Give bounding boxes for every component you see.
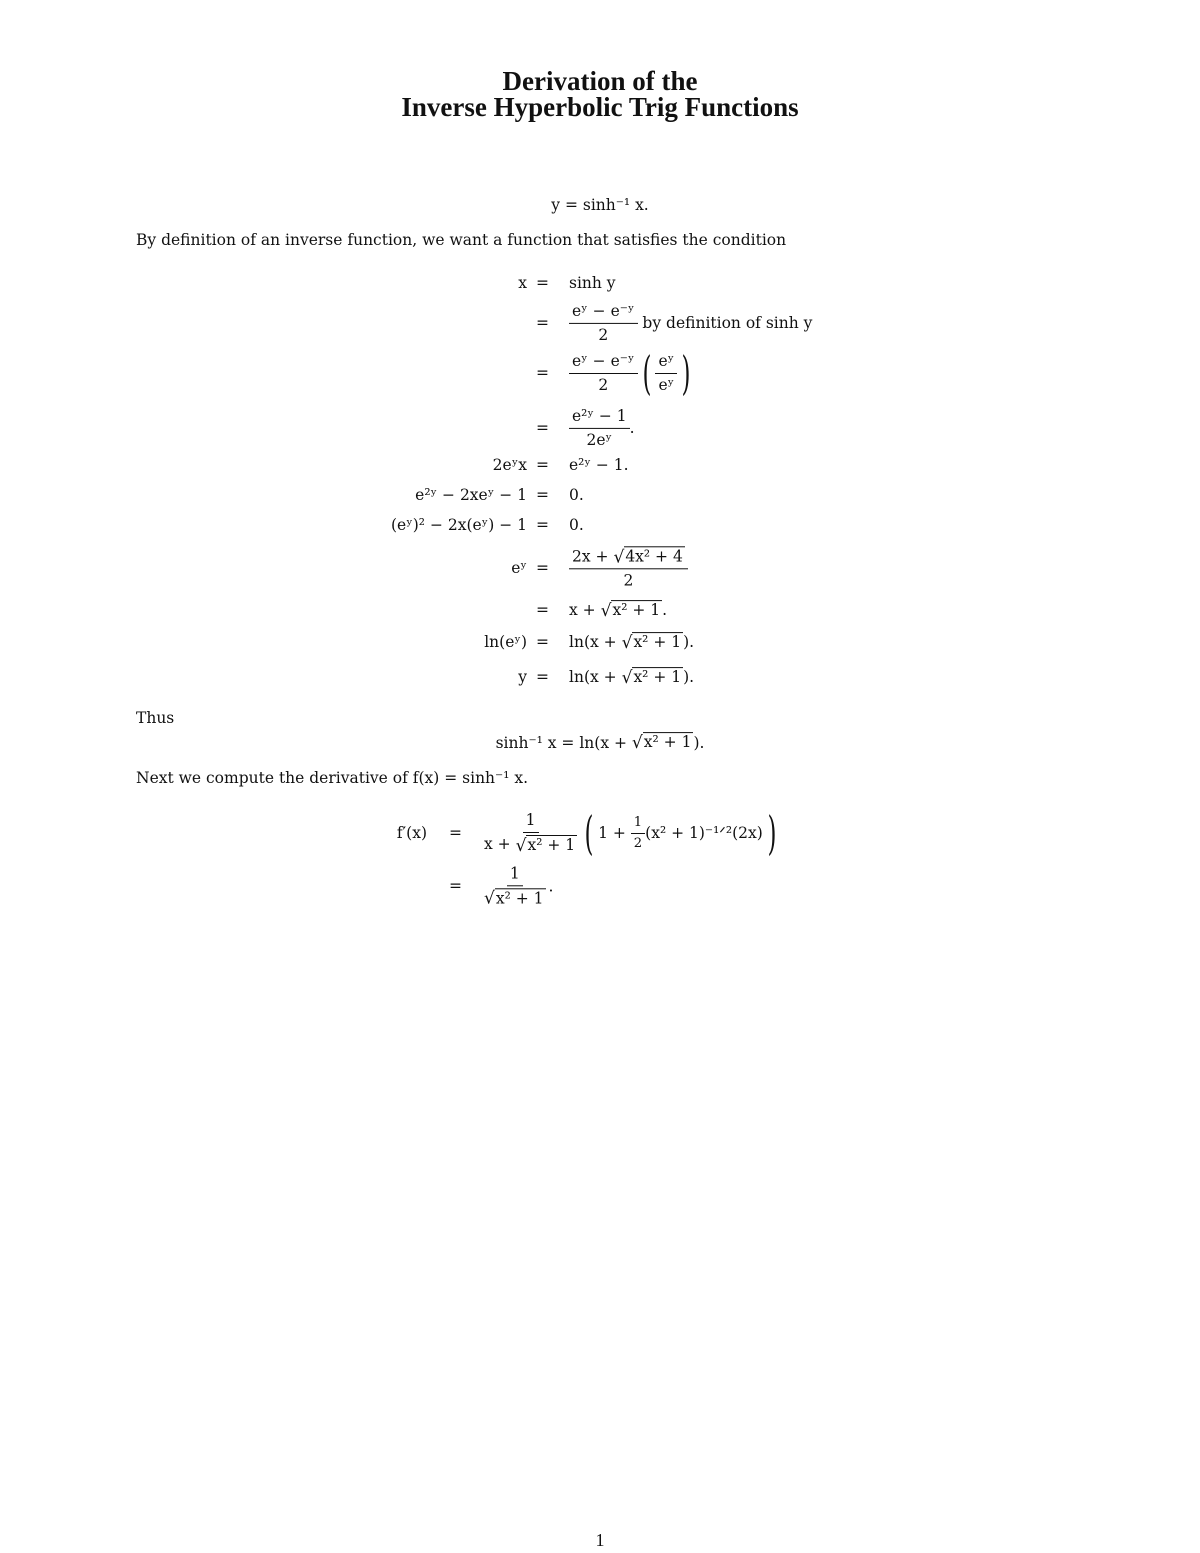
radicand: x² + 1: [633, 668, 682, 687]
lhs: 2eʸx: [492, 456, 527, 474]
page-number: 1: [595, 1530, 605, 1550]
rhs: sinh y: [569, 274, 616, 292]
expr-prefix: ln(x +: [569, 668, 622, 686]
rhs: 0.: [569, 486, 584, 504]
denominator: eʸ: [658, 375, 675, 394]
numerator: [569, 546, 688, 569]
rhs: [481, 864, 553, 907]
fraction: [655, 352, 677, 394]
title-line-1: Derivation of the: [502, 66, 698, 96]
rhs: [569, 667, 694, 687]
denominator: 2: [633, 835, 643, 851]
expr-prefix: ln(x +: [569, 633, 622, 651]
lhs: y: [518, 668, 527, 686]
equals-sign: =: [536, 274, 549, 292]
equals-sign: =: [536, 668, 549, 686]
expr-suffix: ).: [693, 733, 705, 752]
equals-sign: =: [536, 601, 549, 619]
expr-suffix: ).: [683, 633, 695, 651]
rhs: [569, 546, 688, 589]
equals-sign: =: [536, 419, 549, 437]
fraction-half: [631, 815, 645, 852]
expr-suffix: (x² + 1)⁻¹ᐟ²(2x): [645, 824, 763, 842]
fraction: [569, 407, 630, 449]
equation-result: [0, 732, 1200, 752]
equals-sign: =: [536, 516, 549, 534]
equals-sign: =: [536, 364, 549, 382]
equals-sign: =: [536, 486, 549, 504]
square-root: [632, 732, 694, 752]
radical-sign: √: [600, 600, 612, 621]
fraction: [569, 546, 688, 589]
radicand: x² + 1: [527, 835, 576, 854]
radical-sign: √: [484, 888, 495, 909]
paragraph-next: Next we compute the derivative of f(x) = sinh⁻¹ x.: [136, 769, 529, 787]
square-root: [613, 546, 684, 566]
fraction: [481, 811, 580, 854]
radicand: x² + 1: [633, 633, 682, 652]
rhs: [569, 302, 812, 344]
numerator: 1: [631, 815, 645, 834]
left-paren: (: [584, 806, 594, 860]
rhs: 0.: [569, 516, 584, 534]
lhs: e²ʸ − 2xeʸ − 1: [415, 486, 527, 504]
numerator: eʸ − e⁻ʸ: [569, 302, 638, 324]
numerator: eʸ − e⁻ʸ: [569, 352, 638, 374]
rhs: [481, 806, 781, 860]
denominator: [481, 886, 549, 908]
expr-suffix: ).: [683, 668, 695, 686]
equals-sign: =: [449, 877, 462, 895]
expr-suffix: .: [662, 601, 668, 619]
period: .: [548, 877, 554, 895]
left-paren: (: [641, 346, 651, 400]
lhs: (eʸ)² − 2x(eʸ) − 1: [390, 516, 527, 534]
denominator: 2eʸ: [586, 430, 613, 449]
equals-sign: =: [536, 314, 549, 332]
equation-sinh-inverse: y = sinh⁻¹ x.: [551, 196, 649, 214]
radical-sign: √: [631, 732, 643, 753]
radicand: 4x² + 4: [625, 547, 683, 566]
expr-prefix: sinh⁻¹ x = ln(x +: [495, 733, 632, 752]
expr-prefix: 1 +: [598, 824, 631, 842]
square-root: [622, 667, 684, 687]
right-paren: ): [767, 806, 777, 860]
rhs: e²ʸ − 1.: [569, 456, 629, 474]
annotation: by definition of sinh y: [637, 314, 813, 332]
rhs: [569, 407, 635, 449]
square-root: [516, 835, 578, 855]
square-root: [622, 632, 684, 652]
radical-sign: √: [621, 667, 633, 688]
numerator: e²ʸ − 1: [569, 407, 630, 429]
radical-sign: √: [515, 835, 527, 856]
title-line-2: Inverse Hyperbolic Trig Functions: [401, 92, 799, 122]
radical-sign: √: [613, 547, 625, 568]
lhs: x: [518, 274, 527, 292]
equals-sign: =: [536, 559, 549, 577]
radicand: x² + 1: [643, 733, 692, 752]
equals-sign: =: [536, 456, 549, 474]
lhs: f′(x): [396, 824, 427, 842]
numerator: 1: [523, 811, 539, 833]
right-paren: ): [681, 346, 691, 400]
equals-sign: =: [536, 633, 549, 651]
square-root: [601, 600, 663, 620]
denominator: 2: [623, 571, 634, 590]
radical-sign: √: [621, 632, 633, 653]
expr-prefix: x +: [569, 601, 601, 619]
radicand: x² + 1: [612, 601, 661, 620]
rhs: [569, 346, 695, 400]
numerator-prefix: 2x +: [572, 547, 614, 566]
radicand: x² + 1: [495, 888, 544, 907]
lhs: ln(eʸ): [484, 633, 527, 651]
fraction: [569, 352, 638, 394]
paragraph-thus: Thus: [136, 709, 175, 727]
denominator: 2: [598, 375, 609, 394]
period: .: [629, 419, 635, 437]
numerator: 1: [507, 864, 523, 886]
denominator: 2: [598, 325, 609, 344]
numerator: eʸ: [655, 352, 677, 374]
denominator: [481, 833, 580, 855]
denominator-prefix: x +: [484, 834, 516, 853]
lhs: eʸ: [511, 559, 527, 577]
fraction: [569, 302, 638, 344]
rhs: [569, 632, 694, 652]
square-root: [484, 888, 546, 908]
equals-sign: =: [449, 824, 462, 842]
fraction: [481, 864, 549, 907]
rhs: [569, 600, 667, 620]
paragraph-definition: By definition of an inverse function, we want a function that satisfies the condition: [136, 231, 787, 249]
